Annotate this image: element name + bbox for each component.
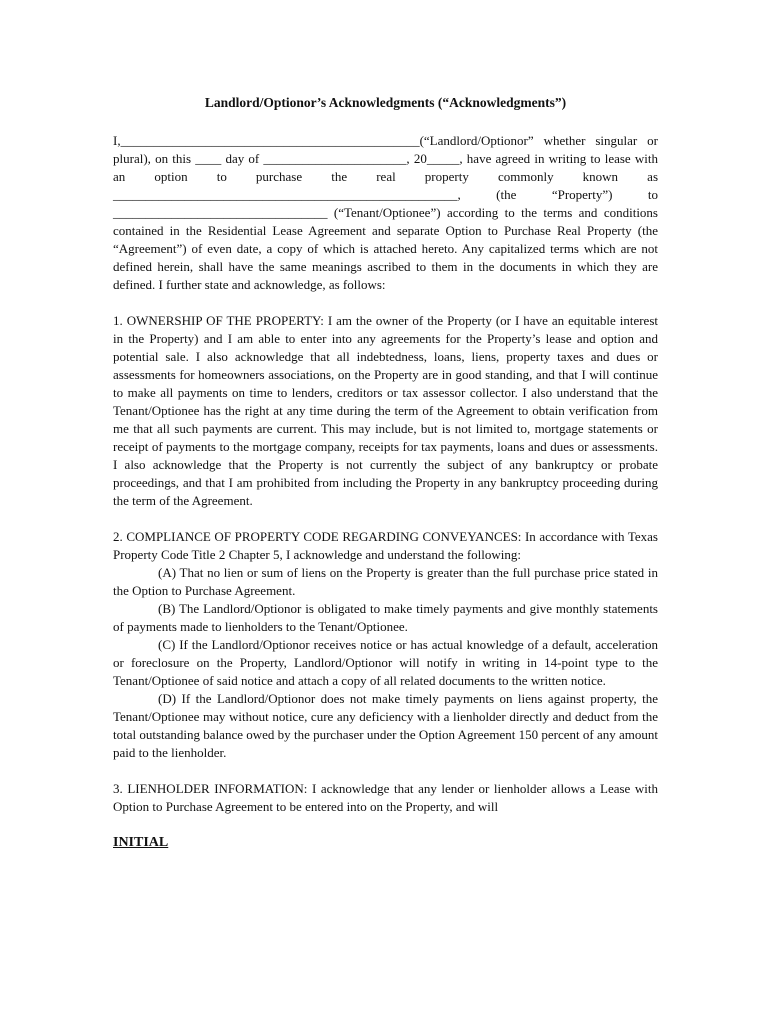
initial-label: INITIAL	[113, 835, 169, 850]
section-compliance	[113, 528, 658, 762]
document-title: Landlord/Optionor’s Acknowledgments (“Acknowledgments”)	[204, 95, 567, 110]
intro-paragraph: I,______________________________________________(“Landlord/Optionor” whether singular or plural), on this ____ day of ______________________, 20_____, have agreed in writing to lease with an option to purchase the real property commonly known as _____________________________________________________, (the “Property”) to _________________________________ (“Tenant/Optionee”) according to the terms and conditions contained in the Residential Lease Agreement and separate Option to Purchase Real Property (the “Agreement”) of even date, a copy of which is attached hereto. Any capitalized terms which are not defined herein, shall have the same meanings ascribed to them in the documents in which they are defined. I further state and acknowledge, as follows:	[113, 133, 658, 292]
document-body	[113, 93, 658, 852]
section-compliance-item-a: (A) That no lien or sum of liens on the Property is greater than the full purchase price stated in the Option to Purchase Agreement.	[113, 565, 658, 598]
section-compliance-heading: 2. COMPLIANCE OF PROPERTY CODE REGARDING CONVEYANCES: In accordance with Texas Property Code Title 2 Chapter 5, I acknowledge and understand the following:	[113, 529, 658, 562]
section-compliance-item-c: (C) If the Landlord/Optionor receives notice or has actual knowledge of a default, acceleration or foreclosure on the Property, Landlord/Optionor will notify in writing in 14-point type to the Tenant/Optionee of said notice and attach a copy of all related documents to the written notice.	[113, 637, 658, 688]
section-lienholder: 3. LIENHOLDER INFORMATION: I acknowledge that any lender or lienholder allows a Lease with Option to Purchase Agreement to be entered into on the Property, and will	[113, 781, 658, 814]
section-ownership: 1. OWNERSHIP OF THE PROPERTY: I am the owner of the Property (or I have an equitable interest in the Property) and I am able to enter into any agreements for the Property’s lease and option and potential sale. I also acknowledge that all indebtedness, loans, liens, property taxes and dues or assessments for homeowners associations, on the Property are in good standing, and that I will continue to make all payments on time to lenders, creditors or tax assessor collector. I also understand that the Tenant/Optionee has the right at any time during the term of the Agreement to obtain verification from me that all such payments are current. This may include, but is not limited to, mortgage statements or receipt of payments to the mortgage company, receipts for tax payments, loans and dues or assessments. I also acknowledge that the Property is not currently the subject of any bankruptcy or probate proceedings, and that I am prohibited from including the Property in any bankruptcy proceeding during the term of the Agreement.	[113, 313, 658, 508]
section-compliance-item-d: (D) If the Landlord/Optionor does not make timely payments on liens against property, the Tenant/Optionee may without notice, cure any deficiency with a lienholder directly and deduct from the total outstanding balance owed by the purchaser under the Option Agreement 150 percent of any amount paid to the lienholder.	[113, 691, 658, 760]
section-compliance-item-b: (B) The Landlord/Optionor is obligated to make timely payments and give monthly statements of payments made to lienholders to the Tenant/Optionee.	[113, 601, 658, 634]
